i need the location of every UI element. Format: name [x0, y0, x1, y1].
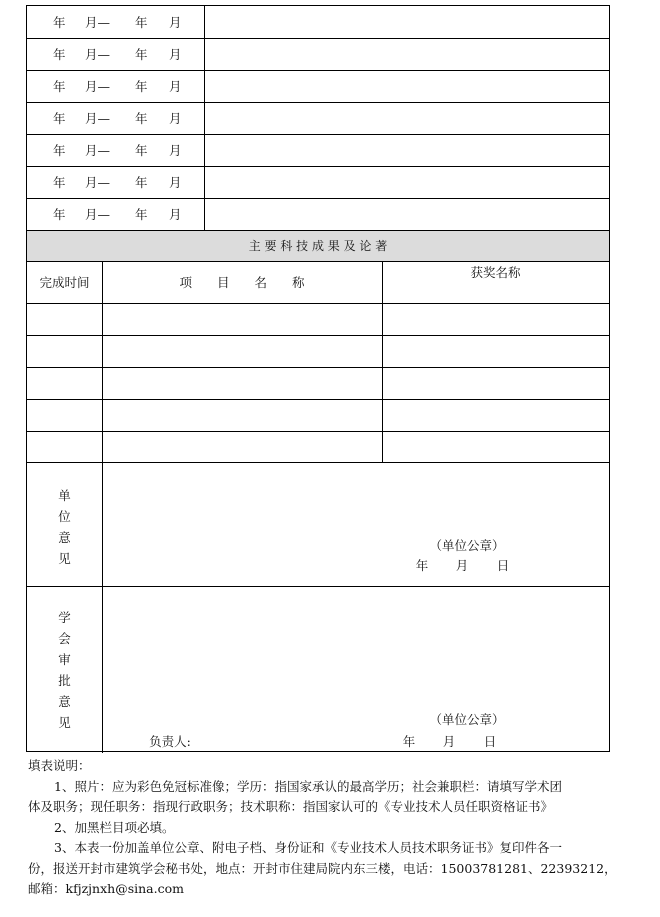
divider — [27, 335, 609, 336]
unit-month: 月 — [455, 558, 469, 573]
to-month: 月 — [169, 111, 182, 126]
responsible-person: 负责人: — [149, 734, 191, 749]
label-char: 意 — [58, 694, 71, 709]
date-row — [27, 134, 609, 166]
divider — [204, 102, 205, 134]
notes-title: 填表说明： — [28, 758, 91, 773]
to-year: 年 — [135, 47, 148, 62]
note-3-email: 邮箱：kfjzjnxh@sina.com — [28, 881, 184, 896]
label-char: 批 — [58, 673, 71, 688]
note-1-cont: 体及职务；现任职务：指现行政职务；技术职称：指国家认可的《专业技术人员任职资格证书》 — [28, 799, 554, 814]
note-2: 2、加黑栏目项必填。 — [54, 819, 175, 835]
note-1: 1、照片：应为彩色免冠标准像；学历：指国家承认的最高学历；社会兼职栏：请填写学术团 — [54, 778, 562, 794]
from-year: 年 — [53, 143, 66, 158]
from-month: 月— — [85, 175, 111, 190]
label-char: 意 — [58, 530, 71, 545]
divider — [27, 303, 609, 304]
header-project-name: 项 目 名 称 — [179, 275, 305, 290]
divider — [204, 38, 205, 70]
unit-year: 年 — [415, 558, 429, 573]
divider — [204, 134, 205, 166]
to-year: 年 — [135, 207, 148, 222]
to-year: 年 — [135, 111, 148, 126]
label-char: 审 — [58, 652, 71, 667]
to-month: 月 — [169, 175, 182, 190]
divider — [102, 462, 103, 753]
date-row — [27, 102, 609, 134]
divider — [27, 198, 609, 199]
from-month: 月— — [85, 47, 111, 62]
section-title: 主 要 科 技 成 果 及 论 著 — [248, 239, 388, 253]
note-3: 3、本表一份加盖单位公章、附电子档、身份证和《专业技术人员技术职务证书》复印件各一 — [54, 840, 562, 855]
date-row — [27, 70, 609, 102]
label-char: 见 — [58, 715, 71, 730]
from-year: 年 — [53, 175, 66, 190]
date-row — [27, 166, 609, 198]
date-row — [27, 198, 609, 230]
society-day: 日 — [483, 734, 497, 749]
divider — [204, 198, 205, 230]
from-year: 年 — [53, 111, 66, 126]
divider — [27, 586, 609, 587]
label-char: 位 — [58, 509, 71, 524]
date-row — [27, 6, 609, 38]
label-char: 单 — [58, 488, 71, 503]
divider — [27, 462, 609, 463]
from-month: 月— — [85, 79, 111, 94]
label-char: 学 — [58, 610, 71, 625]
to-month: 月 — [169, 143, 182, 158]
from-month: 月— — [85, 207, 111, 222]
to-year: 年 — [135, 143, 148, 158]
divider — [27, 399, 609, 400]
divider — [27, 166, 609, 167]
label-char: 会 — [58, 631, 71, 646]
divider — [27, 134, 609, 135]
divider — [27, 38, 609, 39]
divider — [27, 431, 609, 432]
divider — [204, 166, 205, 198]
to-year: 年 — [135, 175, 148, 190]
from-year: 年 — [53, 79, 66, 94]
from-year: 年 — [53, 15, 66, 30]
divider — [204, 6, 205, 38]
from-month: 月— — [85, 15, 111, 30]
unit-day: 日 — [496, 558, 510, 573]
society-year: 年 — [402, 734, 416, 749]
divider — [204, 70, 205, 102]
to-month: 月 — [169, 47, 182, 62]
fill-instructions — [28, 756, 648, 900]
unit-opinion-label — [27, 472, 102, 582]
to-month: 月 — [169, 207, 182, 222]
from-year: 年 — [53, 47, 66, 62]
label-char: 见 — [58, 551, 71, 566]
society-seal: （单位公章） — [429, 712, 505, 727]
header-award-name: 获奖名称 — [470, 265, 521, 280]
divider — [27, 70, 609, 71]
divider — [27, 102, 609, 103]
society-month: 月 — [442, 734, 456, 749]
date-row — [27, 38, 609, 70]
from-month: 月— — [85, 143, 111, 158]
unit-seal: （单位公章） — [429, 538, 505, 553]
from-month: 月— — [85, 111, 111, 126]
to-year: 年 — [135, 15, 148, 30]
header-completion-time: 完成时间 — [39, 275, 90, 290]
society-opinion-label — [27, 602, 102, 738]
to-month: 月 — [169, 15, 182, 30]
divider — [27, 367, 609, 368]
application-form-table — [26, 5, 610, 752]
from-year: 年 — [53, 207, 66, 222]
to-year: 年 — [135, 79, 148, 94]
to-month: 月 — [169, 79, 182, 94]
note-3-cont: 份，报送开封市建筑学会秘书处，地点：开封市住建局院内东三楼，电话：15003781281、22393212， — [28, 860, 617, 876]
